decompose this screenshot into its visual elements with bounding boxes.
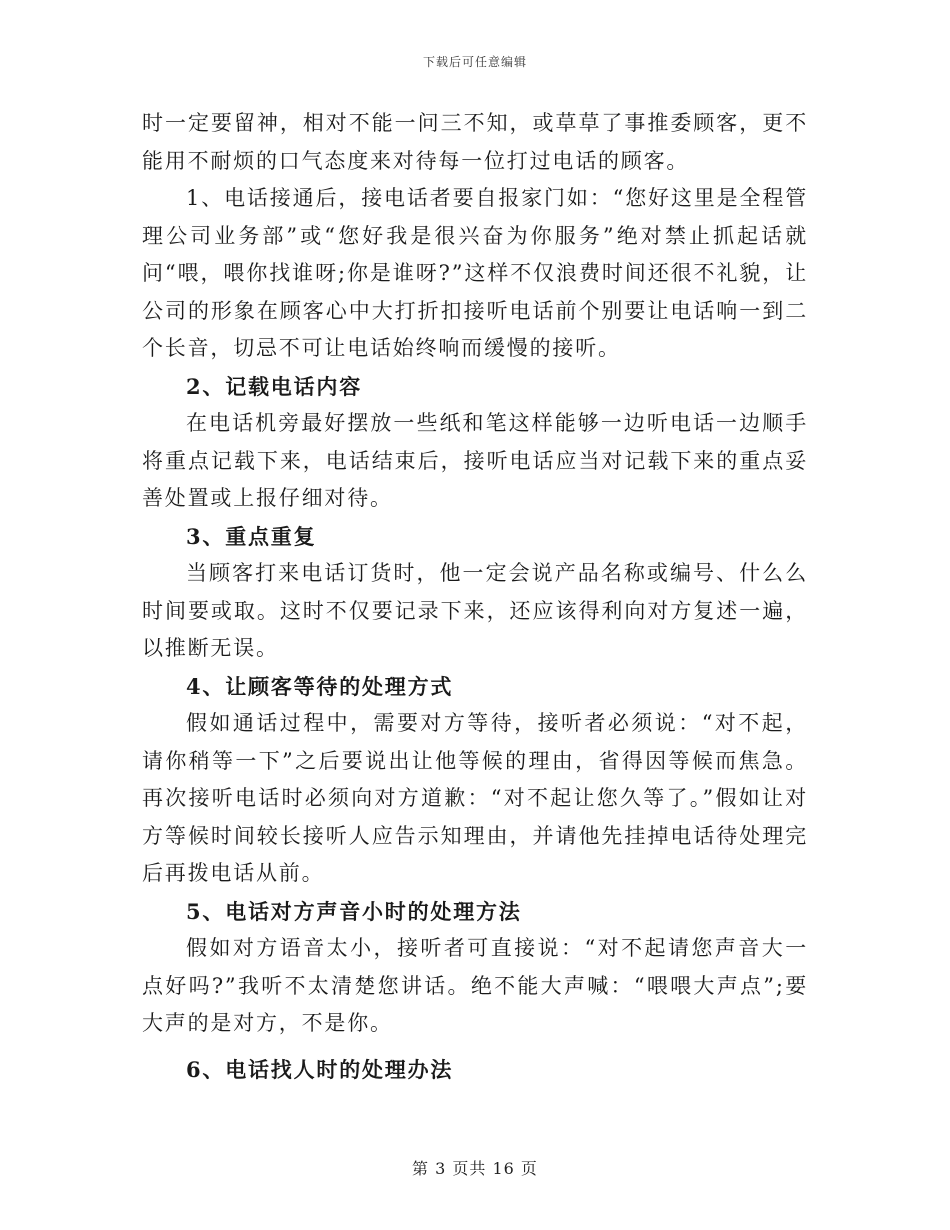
paragraph-section-5: 假如对方语音太小，接听者可直接说：“对不起请您声音大一点好吗?”我听不太清楚您讲话。绝不能大声喊：“喂喂大声点”;要大声的是对方，不是你。	[142, 936, 808, 1035]
section-heading-4: 4、让顾客等待的处理方式	[186, 673, 454, 699]
document-body	[142, 105, 808, 1088]
page-footer: 第 3 页共 16 页	[412, 1159, 538, 1178]
paragraph-item-1: 1、电话接通后，接电话者要自报家门如：“您好这里是全程管理公司业务部”或“您好我是很兴奋为你服务”绝对禁止抓起话就问“喂，喂你找谁呀;你是谁呀?”这样不仅浪费时间还很不礼貌，让公司的形象在顾客心中大打折扣接听电话前个别要让电话响一到二个长音，切忌不可让电话始终响而缓慢的接听。	[142, 186, 808, 360]
paragraph-continuation: 时一定要留神，相对不能一问三不知，或草草了事推委顾客，更不能用不耐烦的口气态度来对待每一位打过电话的顾客。	[142, 111, 808, 173]
section-heading-5: 5、电话对方声音小时的处理方法	[186, 898, 522, 924]
section-heading-6: 6、电话找人时的处理办法	[186, 1056, 454, 1082]
paragraph-section-2: 在电话机旁最好摆放一些纸和笔这样能够一边听电话一边顺手将重点记载下来，电话结束后，接听电话应当对记载下来的重点妥善处置或上报仔细对待。	[142, 411, 808, 510]
section-heading-3: 3、重点重复	[186, 523, 317, 549]
section-heading-2: 2、记载电话内容	[186, 373, 363, 399]
paragraph-section-4: 假如通话过程中，需要对方等待，接听者必须说：“对不起，请你稍等一下”之后要说出让他等候的理由，省得因等候而焦急。再次接听电话时必须向对方道歉：“对不起让您久等了。”假如让对方等候时间较长接听人应告示知理由，并请他先挂掉电话待处理完后再拨电话从前。	[142, 711, 808, 885]
paragraph-section-3: 当顾客打来电话订货时，他一定会说产品名称或编号、什么么时间要或取。这时不仅要记录下来，还应该得利向对方复述一遍，以推断无误。	[142, 561, 808, 660]
page-header: 下载后可任意编辑	[422, 55, 527, 69]
